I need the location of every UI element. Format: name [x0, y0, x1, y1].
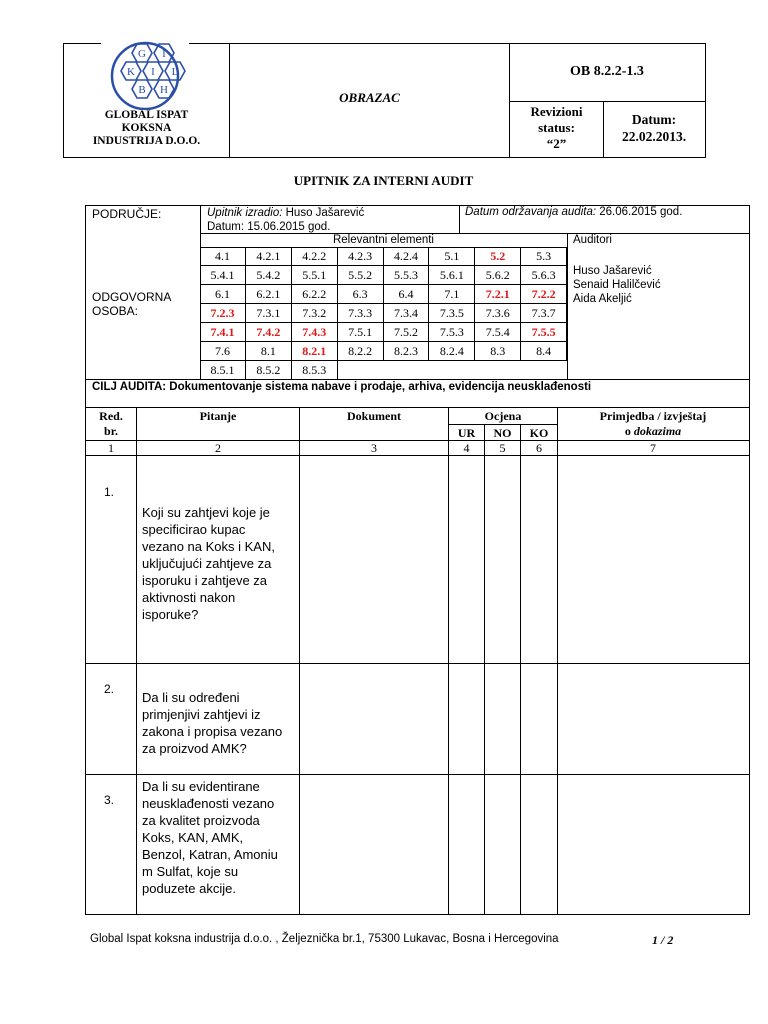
- element-cell: 5.2: [475, 247, 521, 266]
- element-cell: 7.5.1: [338, 323, 384, 342]
- element-cell: 5.6.1: [429, 266, 475, 285]
- element-cell: 7.5.3: [429, 323, 475, 342]
- revision-status: Revizioni status: “2”: [530, 104, 583, 151]
- element-cell: 7.3.3: [338, 304, 384, 323]
- responsible-label: ODGOVORNA OSOBA:: [92, 290, 172, 318]
- auditors-list: [573, 264, 661, 306]
- audit-goal: CILJ AUDITA: Dokumentovanje sistema nabave i prodaje, arhiva, evidencija neusklađenosti: [92, 381, 592, 393]
- logo-letter: I: [151, 66, 155, 78]
- grade-ko: KO: [529, 426, 549, 440]
- element-cell: 6.1: [200, 285, 246, 304]
- relevant-elements-label: Relevantni elementi: [332, 234, 434, 246]
- element-cell: 5.5.2: [338, 266, 384, 285]
- col-number: 6: [536, 441, 542, 455]
- auditor-name: Huso Jašarević: [573, 265, 652, 277]
- element-cell: 4.2.3: [338, 247, 384, 266]
- page-title: UPITNIK ZA INTERNI AUDIT: [293, 173, 474, 188]
- element-cell: 7.3.5: [429, 304, 475, 323]
- auditor-name: Aida Akeljić: [573, 293, 632, 305]
- element-cell: 5.5.3: [384, 266, 430, 285]
- element-cell: 6.4: [384, 285, 430, 304]
- company-name: GLOBAL ISPAT KOKSNA INDUSTRIJA D.O.O.: [92, 109, 201, 147]
- element-cell: 8.2.4: [429, 342, 475, 361]
- col-header-rb: Red. br.: [99, 409, 123, 438]
- col-number: 2: [215, 441, 221, 455]
- col-header-question: Pitanje: [199, 409, 237, 423]
- question-text: Da li su određeni primjenjivi zahtjevi iz zakona i propisa vezano za proizvod AMK?: [142, 690, 283, 756]
- col-number: 1: [108, 441, 114, 455]
- row-number: 3.: [104, 793, 115, 807]
- element-cell: 4.2.4: [384, 247, 430, 266]
- company-logo: [101, 40, 189, 110]
- element-cell: 8.3: [475, 342, 521, 361]
- element-cell: 7.3.2: [292, 304, 338, 323]
- element-cell: 8.4: [521, 342, 567, 361]
- logo-letter: B: [138, 84, 146, 96]
- element-cell: 7.4.2: [246, 323, 292, 342]
- element-cell: 6.2.1: [246, 285, 292, 304]
- element-cell: 7.2.2: [521, 285, 567, 304]
- element-cell: 7.4.3: [292, 323, 338, 342]
- element-cell: 5.6.2: [475, 266, 521, 285]
- col-header-document: Dokument: [346, 409, 401, 423]
- element-cell: 7.4.1: [200, 323, 246, 342]
- element-cell: 7.2.3: [200, 304, 246, 323]
- element-cell: 4.1: [200, 247, 246, 266]
- col-header-remark: Primjedba / izvještaj o dokazima: [599, 409, 707, 438]
- element-cell: 8.2.2: [338, 342, 384, 361]
- logo-letter: G: [138, 48, 146, 60]
- doc-code: OB 8.2.2-1.3: [570, 64, 644, 79]
- element-cell: 7.5.5: [521, 323, 567, 342]
- question-text: Da li su evidentirane neusklađenosti vezano za kvalitet proizvoda Koks, KAN, AMK, Benzol, Katran, Amoniu m Sulfat, koje su poduzete akcije.: [142, 779, 278, 896]
- element-cell: 6.3: [338, 285, 384, 304]
- element-cell: 5.5.1: [292, 266, 338, 285]
- element-cell: 5.1: [429, 247, 475, 266]
- col-number: 4: [463, 441, 470, 455]
- podrucje-label: PODRUČJE:: [92, 207, 162, 221]
- form-label: OBRAZAC: [339, 90, 400, 105]
- page-number: 1 / 2: [652, 933, 674, 947]
- element-cell: 7.3.7: [521, 304, 567, 323]
- auditor-name: Senaid Halilčević: [573, 279, 661, 291]
- element-cell: 7.3.1: [246, 304, 292, 323]
- element-cell: 7.3.4: [384, 304, 430, 323]
- auditors-label: Auditori: [573, 234, 612, 246]
- header-date: Datum: 22.02.2013.: [621, 112, 687, 144]
- logo-letter: H: [160, 84, 168, 96]
- grade-ur: UR: [457, 426, 476, 440]
- element-cell: 8.2.3: [384, 342, 430, 361]
- question-text: Koji su zahtjevi koje je specificirao kupac vezano na Koks i KAN, uključujući zahtjeve za isporuku i zahtjeve za aktivnosti nakon isporuke?: [142, 505, 275, 622]
- element-cell: 7.5.4: [475, 323, 521, 342]
- element-cell: 4.2.2: [292, 247, 338, 266]
- row-number: 2.: [104, 682, 115, 696]
- element-cell: 8.5.3: [292, 361, 338, 380]
- footer-address: Global Ispat koksna industrija d.o.o. , Željeznička br.1, 75300 Lukavac, Bosna i Hercegovina: [90, 933, 559, 945]
- col-number: 7: [650, 441, 656, 455]
- element-cell: 5.3: [521, 247, 567, 266]
- logo-letter: L: [171, 66, 179, 78]
- prepared-by: Upitnik izradio: Huso Jašarević Datum: 15.06.2015 god.: [207, 207, 365, 233]
- element-cell: 5.6.3: [521, 266, 567, 285]
- logo-letter: I: [162, 48, 166, 60]
- element-cell: 7.3.6: [475, 304, 521, 323]
- audit-date: Datum održavanja audita: 26.06.2015 god.: [465, 206, 683, 218]
- col-number: 5: [499, 441, 506, 455]
- col-header-grade: Ocjena: [484, 409, 522, 423]
- col-number: 3: [371, 441, 377, 455]
- element-cell: 7.6: [200, 342, 246, 361]
- logo-letter: K: [127, 66, 135, 78]
- element-cell: 6.2.2: [292, 285, 338, 304]
- element-cell: 8.5.1: [200, 361, 246, 380]
- element-cell: 8.5.2: [246, 361, 292, 380]
- element-cell: 8.1: [246, 342, 292, 361]
- element-cell: 7.2.1: [475, 285, 521, 304]
- element-cell: 8.2.1: [292, 342, 338, 361]
- element-cell: 7.1: [429, 285, 475, 304]
- element-cell: 7.5.2: [384, 323, 430, 342]
- element-cell: 4.2.1: [246, 247, 292, 266]
- row-number: 1.: [104, 485, 115, 499]
- element-cell: 5.4.1: [200, 266, 246, 285]
- element-cell: 5.4.2: [246, 266, 292, 285]
- grade-no: NO: [493, 426, 512, 440]
